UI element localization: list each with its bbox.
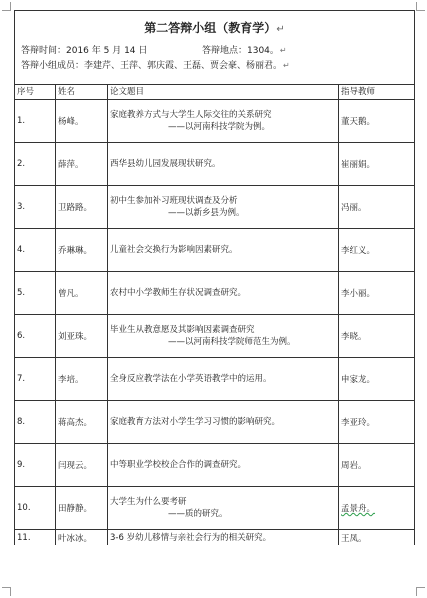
row-number: 5. — [15, 272, 56, 315]
topic-subtitle: ——以河南科技学院为例。 — [168, 122, 271, 132]
thesis-table — [14, 84, 415, 545]
row-number: 8. — [15, 401, 56, 444]
row-number: 2. — [15, 143, 56, 186]
thesis-topic — [108, 272, 339, 315]
table-row — [15, 315, 415, 358]
topic-title: 儿童社会交换行为影响因素研究。 — [110, 245, 238, 255]
header-cell-topic: 论文题目 — [108, 85, 339, 100]
topic-title: 毕业生从教意愿及其影响因素调查研究 — [110, 325, 255, 335]
header-cell-number: 序号 — [15, 85, 56, 100]
row-number: 6. — [15, 315, 56, 358]
table-row — [15, 272, 415, 315]
student-name: 叶冰冰。 — [56, 530, 108, 546]
topic-subtitle: ——以新乡县为例。 — [168, 208, 245, 218]
student-name: 李培。 — [56, 358, 108, 401]
student-name: 曾凡。 — [56, 272, 108, 315]
defense-location: 答辩地点：1304。↵ — [202, 46, 287, 56]
table-row — [15, 186, 415, 229]
row-number: 11. — [15, 530, 56, 546]
header-box — [14, 10, 415, 85]
topic-title: 中等职业学校校企合作的调查研究。 — [110, 460, 247, 470]
table-row — [15, 530, 415, 546]
title-text: 第二答辩小组（教育学） — [144, 21, 277, 35]
defense-time: 答辩时间：2016 年 5 月 14 日 — [21, 46, 148, 56]
topic-title: 家庭教育方法对小学生学习习惯的影响研究。 — [110, 417, 281, 427]
row-number: 4. — [15, 229, 56, 272]
student-name: 卫路路。 — [56, 186, 108, 229]
student-name: 乔琳琳。 — [56, 229, 108, 272]
paragraph-mark: ↵ — [276, 24, 285, 35]
document-title — [15, 19, 414, 36]
corner-mark — [2, 2, 11, 11]
topic-title: 大学生为什么要考研 — [110, 497, 187, 507]
table-row — [15, 401, 415, 444]
advisor-name: 李晓。 — [339, 315, 415, 358]
student-name: 刘亚珠。 — [56, 315, 108, 358]
advisor-name: 周岩。 — [339, 444, 415, 487]
advisor-name: 崔丽娟。 — [339, 143, 415, 186]
thesis-topic — [108, 229, 339, 272]
topic-title: 3-6 岁幼儿移情与亲社会行为的相关研究。 — [110, 532, 272, 543]
advisor-name: 李红义。 — [339, 229, 415, 272]
thesis-topic — [108, 315, 339, 358]
topic-title: 西华县幼儿园发展现状研究。 — [110, 159, 221, 169]
advisor-name: 李小丽。 — [339, 272, 415, 315]
advisor-name: 董天鹅。 — [339, 100, 415, 143]
row-number: 10. — [15, 487, 56, 530]
row-number: 7. — [15, 358, 56, 401]
student-name: 蒋高杰。 — [56, 401, 108, 444]
row-number: 3. — [15, 186, 56, 229]
header-cell-advisor: 指导教师 — [339, 85, 415, 100]
table-row — [15, 487, 415, 530]
topic-title: 家庭教养方式与大学生人际交往的关系研究 — [110, 110, 272, 120]
corner-mark — [416, 2, 425, 11]
table-row — [15, 358, 415, 401]
row-number: 1. — [15, 100, 56, 143]
table-row — [15, 444, 415, 487]
thesis-topic — [108, 143, 339, 186]
table-row — [15, 229, 415, 272]
corner-mark — [416, 587, 425, 596]
table-header-row — [15, 85, 415, 100]
defense-info-line — [21, 43, 287, 56]
thesis-topic — [108, 401, 339, 444]
advisor-name: 李亚玲。 — [339, 401, 415, 444]
table-row — [15, 100, 415, 143]
topic-title: 初中生参加补习班现状调查及分析 — [110, 196, 238, 206]
header-cell-name: 姓名 — [56, 85, 108, 100]
topic-title: 农村中小学教师生存状况调查研究。 — [110, 288, 247, 298]
topic-subtitle: ——质的研究。 — [168, 509, 228, 519]
advisor-name: 申家龙。 — [339, 358, 415, 401]
student-name: 田静静。 — [56, 487, 108, 530]
table-row — [15, 143, 415, 186]
thesis-topic — [108, 530, 339, 546]
thesis-topic — [108, 358, 339, 401]
student-name: 薛萍。 — [56, 143, 108, 186]
thesis-topic — [108, 487, 339, 530]
advisor-name: 孟景舟。 — [339, 487, 415, 530]
student-name: 闫现云。 — [56, 444, 108, 487]
advisor-name: 冯丽。 — [339, 186, 415, 229]
topic-subtitle: ——以河南科技学院师范生为例。 — [168, 337, 296, 347]
thesis-topic — [108, 100, 339, 143]
topic-title: 全身反应教学法在小学英语教学中的运用。 — [110, 374, 272, 384]
student-name: 杨峰。 — [56, 100, 108, 143]
thesis-topic — [108, 186, 339, 229]
row-number: 9. — [15, 444, 56, 487]
group-members-line: 答辩小组成员：李建芹、王萍、郭庆霞、王磊、贾会豪、杨丽君。↵ — [21, 61, 290, 71]
thesis-topic — [108, 444, 339, 487]
corner-mark — [2, 587, 11, 596]
advisor-name: 王凤。 — [339, 530, 415, 546]
